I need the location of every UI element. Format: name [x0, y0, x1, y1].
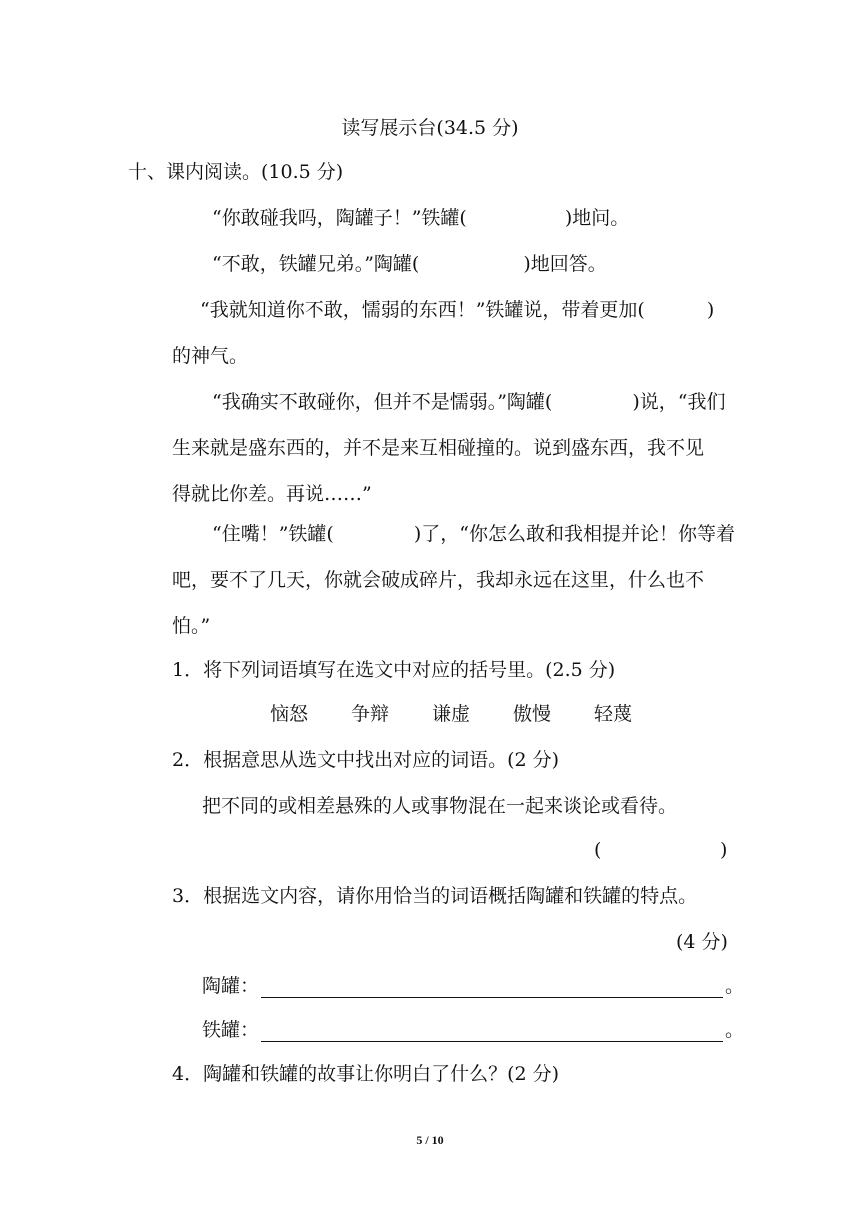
- passage-line-5: [212, 390, 725, 414]
- passage-line-3: [200, 298, 714, 322]
- passage-text: “住嘴！”铁罐(: [212, 523, 334, 545]
- answer-end: 。: [725, 975, 745, 997]
- answer-paren-open: (: [594, 839, 602, 861]
- passage-text: “你敢碰我吗，陶罐子！”铁罐(: [212, 207, 467, 229]
- question-3: 3．根据选文内容，请你用恰当的词语概括陶罐和铁罐的特点。: [172, 885, 698, 907]
- answer-label: 铁罐：: [202, 1019, 260, 1041]
- question-4: 4．陶罐和铁罐的故事让你明白了什么？(2 分): [172, 1063, 560, 1085]
- question-2-meaning: 把不同的或相差悬殊的人或事物混在一起来谈论或看待。: [202, 795, 678, 817]
- passage-line-4: 的神气。: [172, 345, 249, 367]
- passage-text: “不敢，铁罐兄弟。”陶罐(: [212, 253, 420, 275]
- passage-line-6: 生来就是盛东西的，并不是来互相碰撞的。说到盛东西，我不见: [172, 437, 705, 459]
- word-bank-item: 恼怒: [270, 703, 309, 725]
- passage-text: )地回答。: [523, 253, 607, 275]
- word-bank-item: 轻蔑: [594, 703, 633, 725]
- passage-line-9: 吧，要不了几天，你就会破成碎片，我却永远在这里，什么也不: [172, 569, 705, 591]
- passage-text: “我就知道你不敢，懦弱的东西！”铁罐说，带着更加(: [200, 299, 645, 321]
- passage-line-10: 怕。”: [172, 615, 211, 637]
- passage-text: )地问。: [564, 207, 630, 229]
- word-bank-item: 争辩: [351, 703, 390, 725]
- word-bank-item: 傲慢: [513, 703, 552, 725]
- section-title: 读写展示台(34.5 分): [341, 117, 519, 139]
- answer-blank[interactable]: [261, 1021, 723, 1042]
- question-1: 1．将下列词语填写在选文中对应的括号里。(2.5 分): [172, 659, 616, 681]
- answer-end: 。: [725, 1019, 745, 1041]
- question-3-score: (4 分): [676, 931, 728, 953]
- page-number: 5 / 10: [416, 1133, 444, 1147]
- answer-label: 陶罐：: [202, 975, 260, 997]
- passage-text: “我确实不敢碰你，但并不是懦弱。”陶罐(: [212, 391, 553, 413]
- answer-line-tieguan: [202, 1018, 744, 1042]
- passage-text: )说，“我们: [632, 391, 726, 413]
- passage-line-1: [212, 206, 629, 230]
- section-heading: 十、课内阅读。(10.5 分): [128, 161, 344, 183]
- answer-paren-close: ): [720, 839, 728, 861]
- answer-blank[interactable]: [261, 977, 723, 998]
- question-2: 2．根据意思从选文中找出对应的词语。(2 分): [172, 749, 560, 771]
- passage-line-2: [212, 252, 607, 276]
- answer-line-taoguan: [202, 974, 744, 998]
- passage-text: )了，“你怎么敢和我相提并论！你等着: [413, 523, 735, 545]
- word-bank-item: 谦虚: [432, 703, 471, 725]
- passage-text: ): [706, 299, 715, 321]
- passage-line-8: [212, 522, 735, 546]
- passage-line-7: 得就比你差。再说……”: [172, 483, 372, 505]
